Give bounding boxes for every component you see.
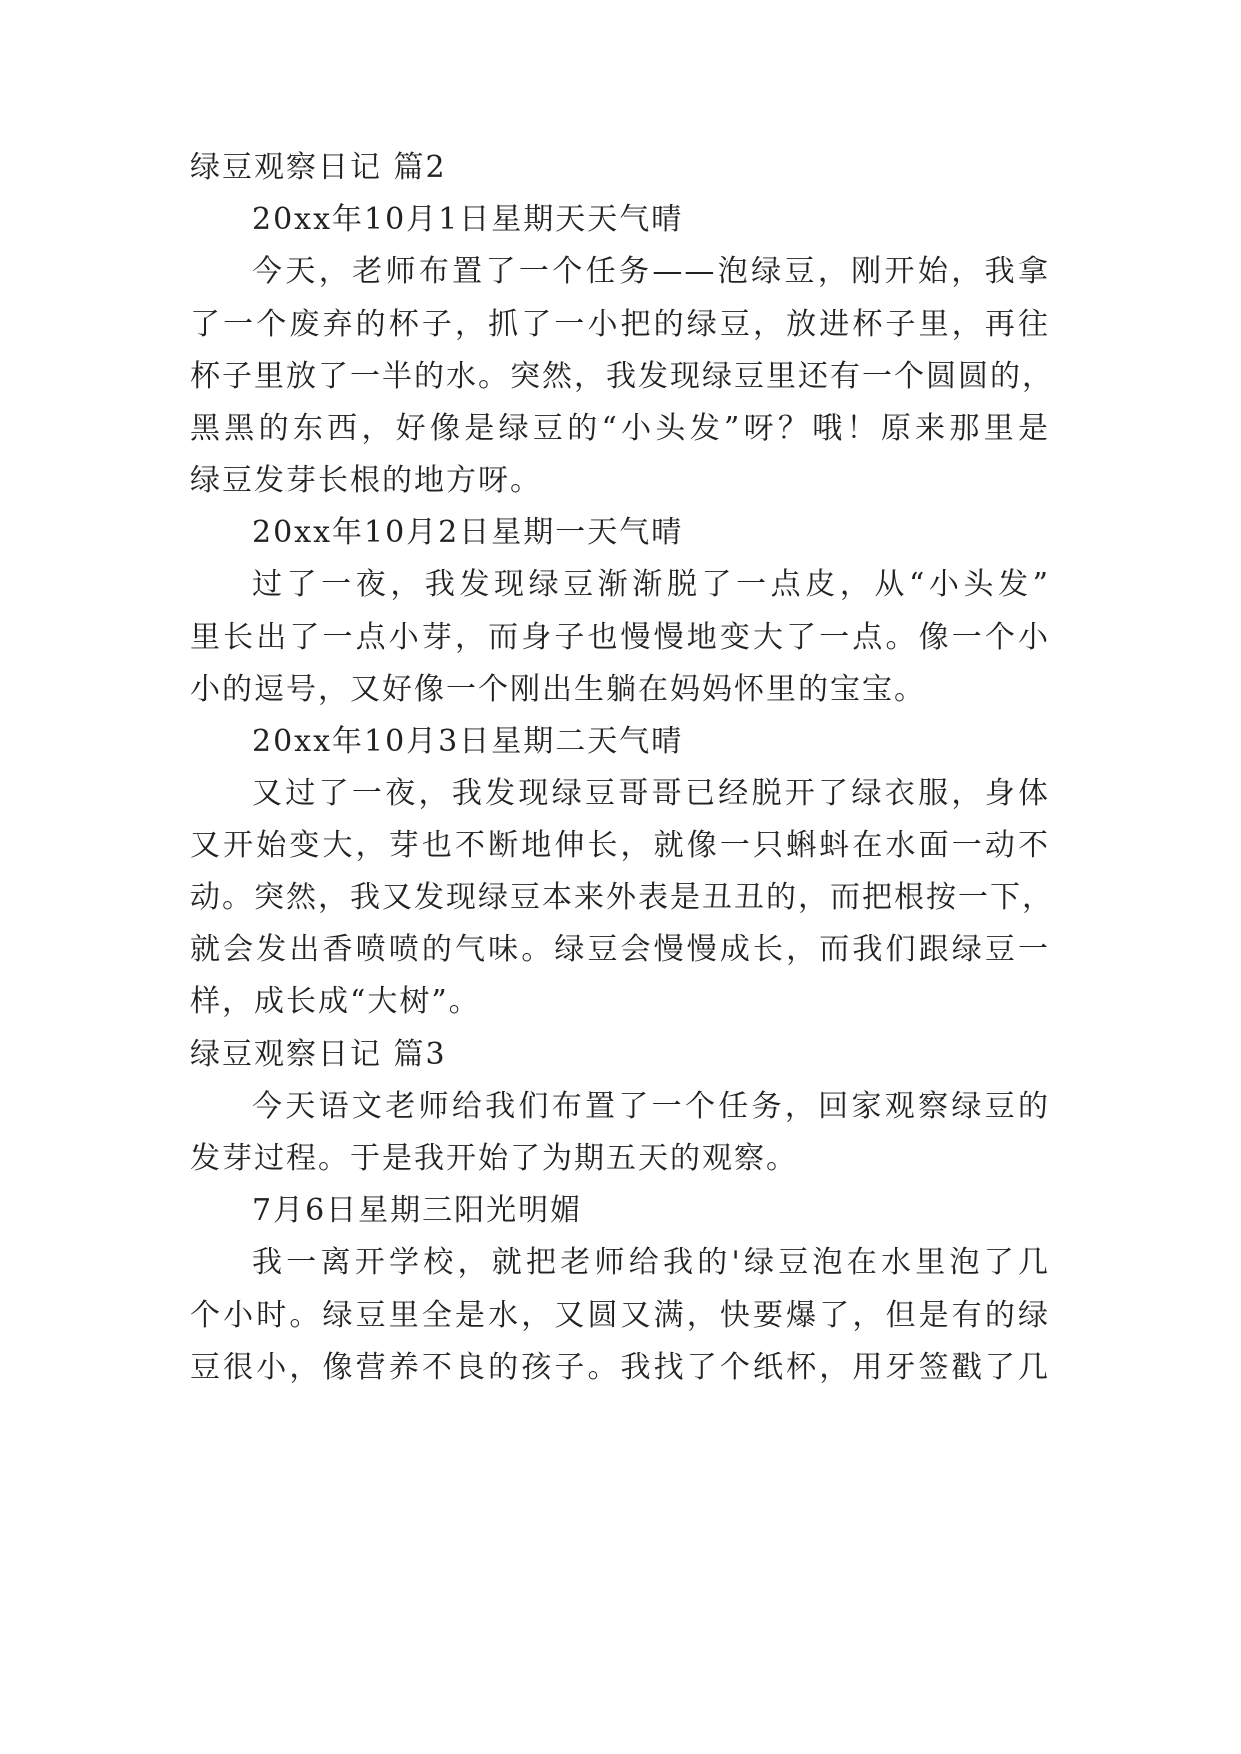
paragraph-line: 了一个废弃的杯子，抓了一小把的绿豆，放进杯子里，再往 — [190, 307, 1050, 342]
paragraph-line: 豆很小，像营养不良的孩子。我找了个纸杯，用牙签戳了几 — [190, 1350, 1050, 1385]
paragraph-line: 杯子里放了一半的水。突然，我发现绿豆里还有一个圆圆的， — [190, 359, 1054, 394]
paragraph-line: 发芽过程。于是我开始了为期五天的观察。 — [190, 1141, 798, 1176]
diary-date-1: 20xx年10月1日星期天天气晴 — [252, 202, 684, 237]
paragraph-line: 样，成长成“大树”。 — [190, 984, 481, 1019]
paragraph-line: 小的逗号，又好像一个刚出生躺在妈妈怀里的宝宝。 — [190, 672, 926, 707]
paragraph-line: 又过了一夜，我发现绿豆哥哥已经脱开了绿衣服，身体 — [252, 776, 1050, 811]
section-heading-3: 绿豆观察日记 篇3 — [190, 1037, 447, 1072]
diary-date-2: 20xx年10月2日星期一天气晴 — [252, 515, 684, 550]
paragraph-line: 绿豆发芽长根的地方呀。 — [190, 463, 542, 498]
paragraph-line: 个小时。绿豆里全是水，又圆又满，快要爆了，但是有的绿 — [190, 1298, 1050, 1333]
paragraph-line: 动。突然，我又发现绿豆本来外表是丑丑的，而把根按一下， — [190, 880, 1054, 915]
paragraph-line: 就会发出香喷喷的气味。绿豆会慢慢成长，而我们跟绿豆一 — [190, 932, 1050, 967]
paragraph-line: 我一离开学校，就把老师给我的'绿豆泡在水里泡了几 — [252, 1245, 1050, 1280]
paragraph-line: 今天，老师布置了一个任务——泡绿豆，刚开始，我拿 — [252, 254, 1050, 289]
diary-date-4: 7月6日星期三阳光明媚 — [252, 1193, 583, 1228]
paragraph-line: 里长出了一点小芽，而身子也慢慢地变大了一点。像一个小 — [190, 620, 1050, 655]
paragraph-line: 过了一夜，我发现绿豆渐渐脱了一点皮，从“小头发” — [252, 567, 1050, 602]
paragraph-line: 又开始变大，芽也不断地伸长，就像一只蝌蚪在水面一动不 — [190, 828, 1050, 863]
section-heading-2: 绿豆观察日记 篇2 — [190, 150, 447, 185]
diary-date-3: 20xx年10月3日星期二天气晴 — [252, 724, 684, 759]
paragraph-line: 今天语文老师给我们布置了一个任务，回家观察绿豆的 — [252, 1089, 1050, 1124]
paragraph-line: 黑黑的东西，好像是绿豆的“小头发”呀？哦！原来那里是 — [190, 411, 1050, 446]
